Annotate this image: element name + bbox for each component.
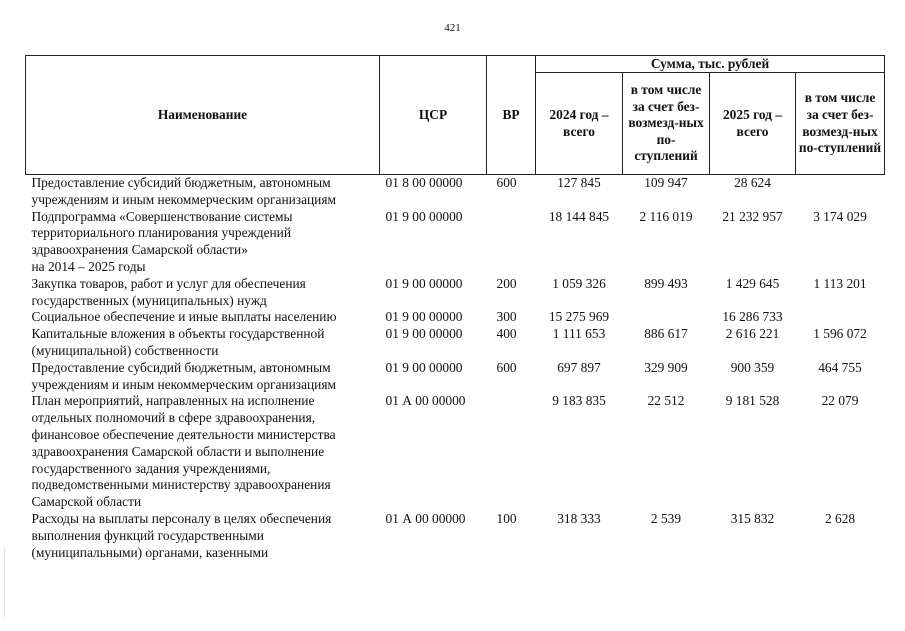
table-row — [26, 511, 885, 561]
row-2024-total-cell: 18 144 845 — [548, 208, 610, 224]
row-2024-gratuitous-cell — [623, 309, 710, 326]
row-csr-cell: 01 9 00 00000 — [385, 208, 463, 224]
table-row — [26, 175, 885, 209]
row-csr-cell: 01 9 00 00000 — [385, 359, 463, 375]
row-2025-total-cell: 2 616 221 — [725, 326, 780, 342]
row-2025-gratuitous-cell: 22 079 — [821, 393, 859, 409]
row-2024-total-cell: 9 183 835 — [552, 393, 606, 409]
row-2024-total-cell: 318 333 — [557, 510, 601, 526]
table-row — [26, 209, 885, 276]
table-header — [26, 56, 885, 175]
row-2025-total-cell: 315 832 — [730, 510, 775, 526]
table-row — [26, 276, 885, 310]
row-2025-gratuitous-cell: 1 113 201 — [813, 275, 867, 291]
page-number: 421 — [444, 22, 461, 34]
header-vr: ВР — [487, 56, 536, 175]
row-csr-cell: 01 А 00 00000 — [385, 393, 466, 409]
row-2024-total-cell: 697 897 — [557, 359, 601, 375]
row-name-cell: План мероприятий, направленных на исполнение отдельных полномочий в сфере здравоохранения, финансовое обеспечение деятельности министерства здравоохранения Самарской области и выполнение государственного задания учреждениями, подведомственными министерству здравоохранения Самарской области — [31, 393, 336, 510]
budget-table — [25, 55, 885, 561]
row-csr-cell: 01 8 00 00000 — [385, 175, 463, 190]
row-vr-cell — [487, 209, 536, 276]
row-2024-gratuitous-cell: 2 116 019 — [639, 208, 693, 224]
row-name-cell: Социальное обеспечение и иные выплаты населению — [31, 309, 337, 325]
row-2025-total-cell: 9 181 528 — [725, 393, 780, 409]
row-csr-cell: 01 9 00 00000 — [385, 309, 463, 325]
row-csr-cell: 01 А 00 00000 — [385, 510, 466, 526]
row-name-cell: Подпрограмма «Совершенствование системы территориального планирования учреждений здравоохранения Самарской области» на 2014 – 2025 годы — [31, 208, 293, 274]
row-2024-total-cell: 15 275 969 — [548, 309, 610, 325]
row-2024-gratuitous-cell: 22 512 — [647, 393, 685, 409]
header-2024-total: 2024 год – всего — [536, 73, 623, 175]
row-2024-gratuitous-cell: 899 493 — [644, 275, 688, 291]
row-name-cell: Расходы на выплаты персоналу в целях обеспечения выполнения функций государственными (муниципальными) органами, казенными — [31, 510, 332, 560]
row-2025-gratuitous-cell: 3 174 029 — [813, 208, 867, 224]
row-vr-cell: 100 — [496, 510, 517, 526]
header-2024-gratuitous: в том числе за счет без-возмезд-ных по-ступлений — [623, 73, 710, 175]
header-name: Наименование — [26, 56, 380, 175]
row-2025-total-cell: 1 429 645 — [725, 275, 780, 291]
row-2024-total-cell: 127 845 — [557, 175, 601, 190]
row-2024-total-cell: 1 111 653 — [552, 326, 606, 342]
row-vr-cell: 600 — [496, 175, 517, 190]
row-2024-total-cell: 1 059 326 — [552, 275, 606, 291]
row-2024-gratuitous-cell: 886 617 — [644, 326, 688, 342]
table-row — [26, 326, 885, 360]
row-2025-gratuitous-cell: 1 596 072 — [813, 326, 867, 342]
row-2025-total-cell: 16 286 733 — [722, 309, 783, 325]
row-name-cell: Закупка товаров, работ и услуг для обеспечения государственных (муниципальных) нужд — [31, 275, 306, 308]
table-row — [26, 393, 885, 511]
row-2025-total-cell: 900 359 — [730, 359, 775, 375]
row-2024-gratuitous-cell: 109 947 — [644, 175, 688, 190]
row-vr-cell: 300 — [496, 309, 517, 325]
header-sum-group: Сумма, тыс. рублей — [536, 56, 885, 73]
row-name-cell: Капитальные вложения в объекты государственной (муниципальной) собственности — [31, 326, 325, 358]
header-2025-total: 2025 год – всего — [710, 73, 796, 175]
table-row — [26, 360, 885, 394]
table-body — [26, 175, 885, 562]
row-vr-cell: 200 — [496, 275, 517, 291]
table-row — [26, 309, 885, 326]
row-name-cell: Предоставление субсидий бюджетным, автономным учреждениям и иным некоммерческим организациям — [31, 175, 336, 207]
header-2025-gratuitous: в том числе за счет без-возмезд-ных по-ступлений — [796, 73, 885, 175]
row-2025-total-cell: 28 624 — [734, 175, 771, 190]
row-name-cell: Предоставление субсидий бюджетным, автономным учреждениям и иным некоммерческим организациям — [31, 359, 336, 392]
scan-artifact — [4, 548, 7, 618]
row-2025-gratuitous-cell — [796, 175, 885, 209]
row-csr-cell: 01 9 00 00000 — [385, 326, 463, 342]
header-csr: ЦСР — [380, 56, 487, 175]
row-2024-gratuitous-cell: 329 909 — [644, 359, 688, 375]
row-csr-cell: 01 9 00 00000 — [385, 275, 463, 291]
row-vr-cell: 600 — [496, 359, 517, 375]
row-2024-gratuitous-cell: 2 539 — [650, 510, 682, 526]
row-vr-cell — [487, 393, 536, 511]
row-2025-gratuitous-cell: 2 628 — [824, 510, 856, 526]
row-vr-cell: 400 — [496, 326, 517, 342]
row-2025-gratuitous-cell — [796, 309, 885, 326]
row-2025-total-cell: 21 232 957 — [722, 208, 783, 224]
row-2025-gratuitous-cell: 464 755 — [818, 359, 862, 375]
